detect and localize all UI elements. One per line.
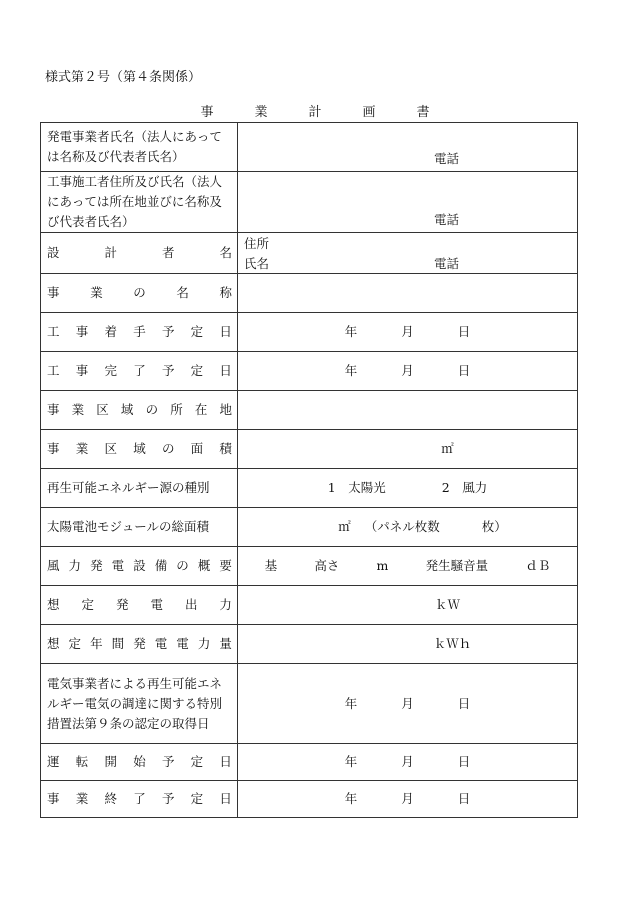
assumed-output-label: 想 定 発 電 出 力: [41, 586, 238, 625]
panel-unit: 枚）: [481, 519, 507, 534]
day-label: 日: [457, 791, 471, 806]
year-label: 年: [344, 363, 358, 378]
solar-module-area-label: 太陽電池モジュールの総面積: [41, 508, 238, 547]
table-row: [41, 664, 578, 744]
designer-field[interactable]: [238, 233, 578, 274]
project-name-label: 事 業 の 名 称: [41, 274, 238, 313]
designer-address-label: 住所: [244, 236, 270, 251]
project-end-label: 事 業 終 了 予 定 日: [41, 781, 238, 818]
noise-label: 発生騒音量: [425, 558, 489, 573]
month-label: 月: [401, 363, 414, 378]
operator-phone-label: 電話: [433, 151, 459, 166]
base-count-unit: 基: [264, 558, 278, 573]
table-row: [41, 547, 578, 586]
table-row: [41, 313, 578, 352]
table-row: [41, 430, 578, 469]
operation-start-label: 運 転 開 始 予 定 日: [41, 744, 238, 781]
table-row: [41, 586, 578, 625]
project-end-field[interactable]: [238, 781, 578, 818]
operator-name-field[interactable]: [238, 123, 578, 172]
table-row: [41, 469, 578, 508]
month-label: 月: [401, 695, 414, 711]
area-unit: ㎡: [441, 441, 454, 456]
table-row: [41, 744, 578, 781]
table-row: [41, 391, 578, 430]
area-unit: ㎡: [338, 519, 351, 534]
table-row: [41, 172, 578, 233]
meter-unit: m: [376, 558, 389, 573]
certification-date-field[interactable]: [238, 664, 578, 744]
day-label: 日: [457, 363, 471, 378]
wind-overview-field[interactable]: [238, 547, 578, 586]
table-row: [41, 233, 578, 274]
completion-date-label: 工 事 完 了 予 定 日: [41, 352, 238, 391]
year-label: 年: [344, 791, 358, 806]
project-name-field[interactable]: [238, 274, 578, 313]
location-label: 事 業 区 域 の 所 在 地: [41, 391, 238, 430]
start-date-label: 工 事 着 手 予 定 日: [41, 313, 238, 352]
designer-label-text: 設 計 者 名: [47, 245, 232, 260]
option-solar[interactable]: 1 太陽光: [327, 480, 386, 495]
table-row: [41, 508, 578, 547]
month-label: 月: [401, 791, 414, 806]
table-row: [41, 274, 578, 313]
solar-module-area-field[interactable]: [238, 508, 578, 547]
area-label: 事 業 区 域 の 面 積: [41, 430, 238, 469]
operator-name-label: 発電事業者氏名（法人にあっては名称及び代表者氏名）: [41, 123, 238, 172]
day-label: 日: [457, 754, 471, 769]
month-label: 月: [401, 324, 414, 339]
option-wind[interactable]: 2 風力: [441, 480, 488, 495]
height-label: 高さ: [314, 558, 340, 573]
assumed-output-field[interactable]: [238, 586, 578, 625]
annual-output-label: 想 定 年 間 発 電 電 力 量: [41, 625, 238, 664]
db-unit: ｄＢ: [525, 558, 551, 573]
start-date-field[interactable]: [238, 313, 578, 352]
location-field[interactable]: [238, 391, 578, 430]
table-row: [41, 352, 578, 391]
contractor-field[interactable]: [238, 172, 578, 233]
year-label: 年: [344, 695, 358, 711]
month-label: 月: [401, 754, 414, 769]
contractor-phone-label: 電話: [433, 212, 459, 227]
table-row: [41, 781, 578, 818]
area-field[interactable]: [238, 430, 578, 469]
business-plan-table: [40, 122, 578, 818]
certification-date-label: 電気事業者による再生可能エネルギー電気の調達に関する特別措置法第９条の認定の取得日: [41, 664, 238, 744]
designer-label: [41, 233, 238, 274]
completion-date-field[interactable]: [238, 352, 578, 391]
contractor-label: 工事施工者住所及び氏名（法人にあっては所在地並びに名称及び代表者氏名）: [41, 172, 238, 233]
designer-name-label: 氏名: [244, 256, 270, 271]
wind-overview-label: 風 力 発 電 設 備 の 概 要: [41, 547, 238, 586]
table-row: [41, 123, 578, 172]
energy-type-label: 再生可能エネルギー源の種別: [41, 469, 238, 508]
year-label: 年: [344, 754, 358, 769]
day-label: 日: [457, 324, 471, 339]
designer-phone-label: 電話: [433, 256, 459, 271]
table-row: [41, 625, 578, 664]
annual-output-field[interactable]: [238, 625, 578, 664]
form-number-label: 様式第２号（第４条関係）: [45, 70, 202, 85]
energy-type-field[interactable]: [238, 469, 578, 508]
kwh-unit: ｋＷｈ: [433, 636, 472, 651]
day-label: 日: [457, 695, 471, 711]
operation-start-field[interactable]: [238, 744, 578, 781]
year-label: 年: [344, 324, 358, 339]
kw-unit: ｋＷ: [434, 597, 460, 612]
panel-count-note: （パネル枚数: [364, 519, 440, 534]
page-title: 事 業 計 画 書: [200, 105, 444, 120]
